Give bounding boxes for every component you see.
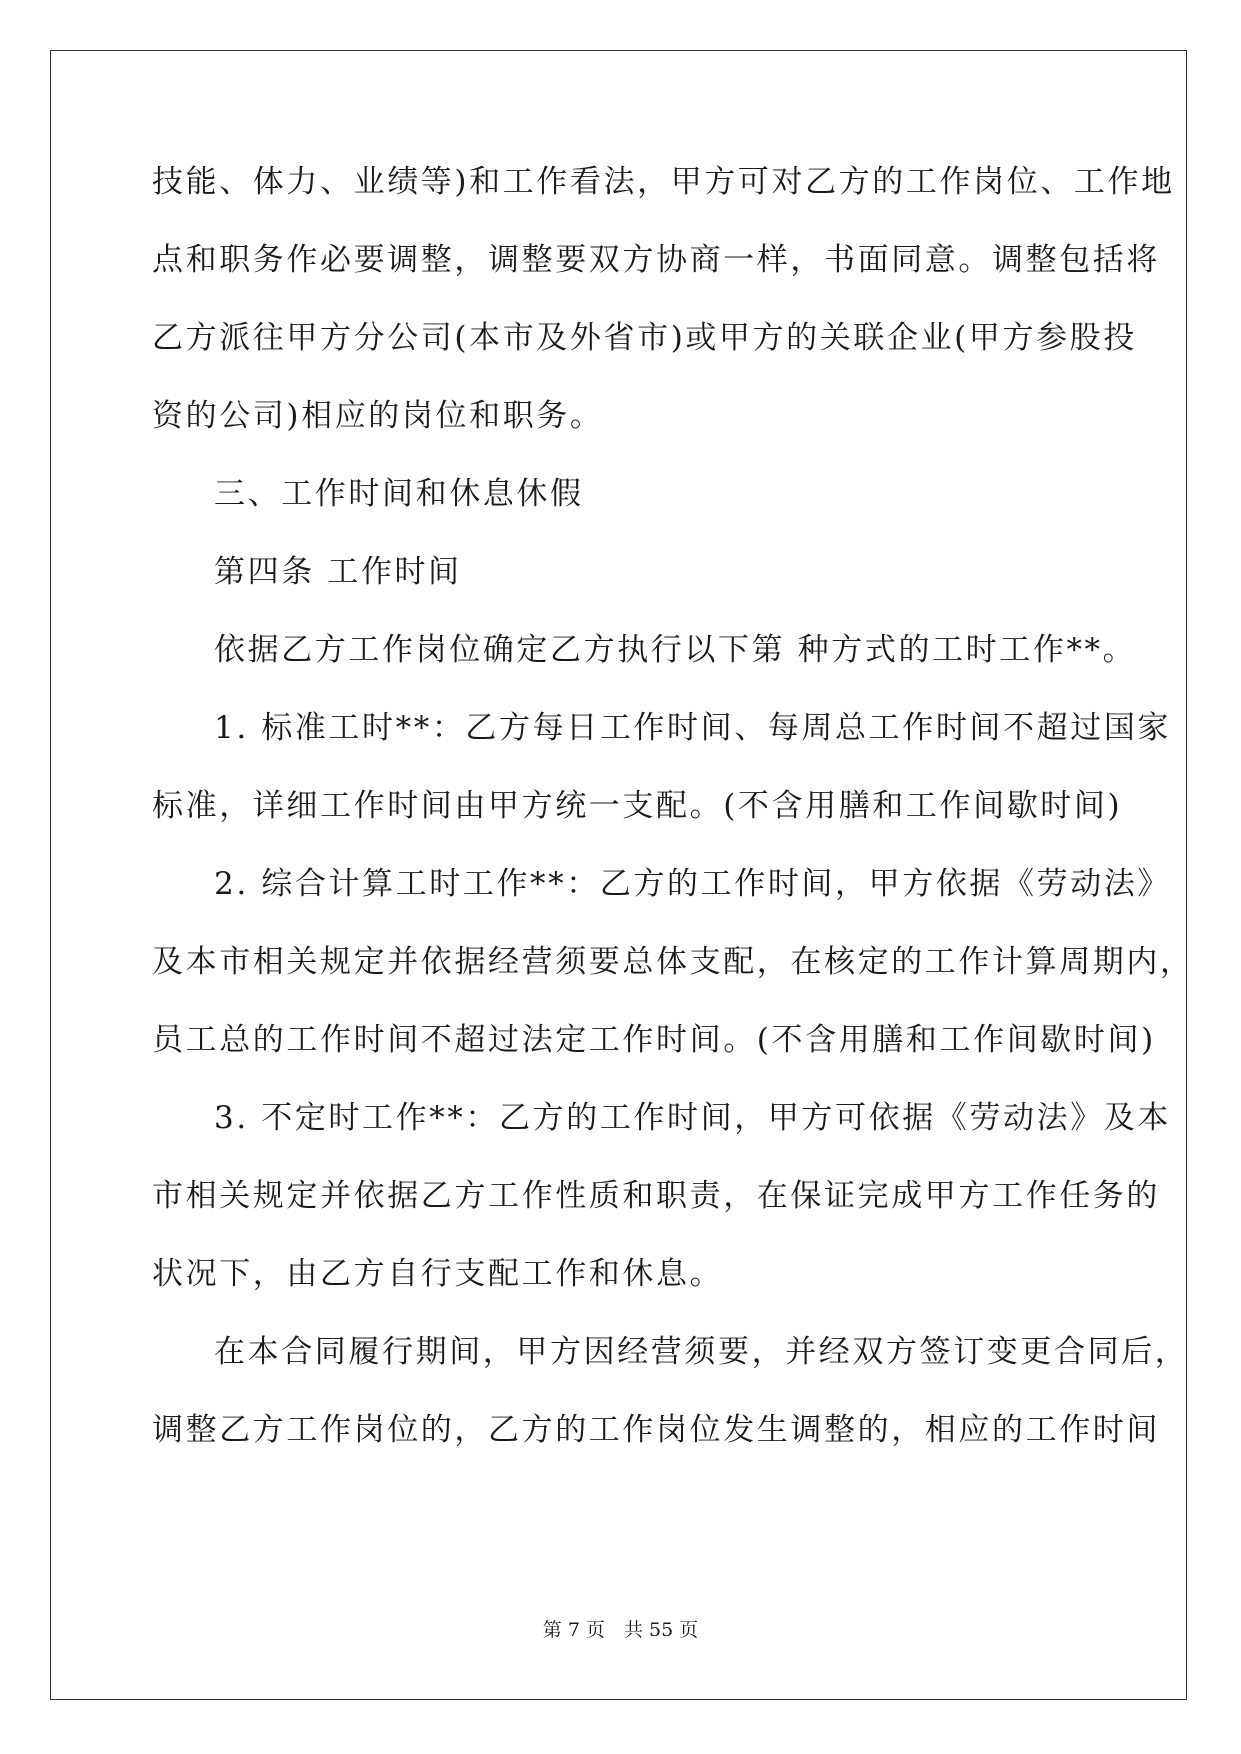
- text-line-10: 2. 综合计算工时工作**：乙方的工作时间，甲方依据《劳动法》: [214, 866, 1172, 902]
- text-line-4: 资的公司)相应的岗位和职务。: [152, 398, 604, 434]
- text-line-2: 点和职务作必要调整，调整要双方协商一样，书面同意。调整包括将: [152, 242, 1160, 278]
- text-line-14: 市相关规定并依据乙方工作性质和职责，在保证完成甲方工作任务的: [152, 1178, 1160, 1214]
- text-line-16: 在本合同履行期间，甲方因经营须要，并经双方签订变更合同后，: [214, 1334, 1189, 1370]
- text-line-12: 员工总的工作时间不超过法定工作时间。(不含用膳和工作间歇时间): [152, 1022, 1156, 1058]
- text-line-3: 乙方派往甲方分公司(本市及外省市)或甲方的关联企业(甲方参股投: [152, 320, 1137, 356]
- text-line-8: 1. 标准工时**：乙方每日工作时间、每周总工作时间不超过国家: [214, 710, 1172, 746]
- text-line-15: 状况下，由乙方自行支配工作和休息。: [152, 1256, 724, 1292]
- text-line-9: 标准，详细工作时间由甲方统一支配。(不含用膳和工作间歇时间): [152, 788, 1123, 824]
- text-line-17: 调整乙方工作岗位的，乙方的工作岗位发生调整的，相应的工作时间: [152, 1412, 1160, 1448]
- text-line-11: 及本市相关规定并依据经营须要总体支配，在核定的工作计算周期内，: [152, 944, 1194, 980]
- page-number: 第 7 页 共 55 页: [542, 1619, 699, 1641]
- text-line-7: 依据乙方工作岗位确定乙方执行以下第 种方式的工时工作**。: [214, 632, 1137, 668]
- text-line-1: 技能、体力、业绩等)和工作看法，甲方可对乙方的工作岗位、工作地: [152, 164, 1175, 200]
- section-heading: 三、工作时间和休息休假: [214, 476, 584, 512]
- article-heading: 第四条 工作时间: [214, 554, 462, 590]
- text-line-13: 3. 不定时工作**：乙方的工作时间，甲方可依据《劳动法》及本: [214, 1100, 1172, 1136]
